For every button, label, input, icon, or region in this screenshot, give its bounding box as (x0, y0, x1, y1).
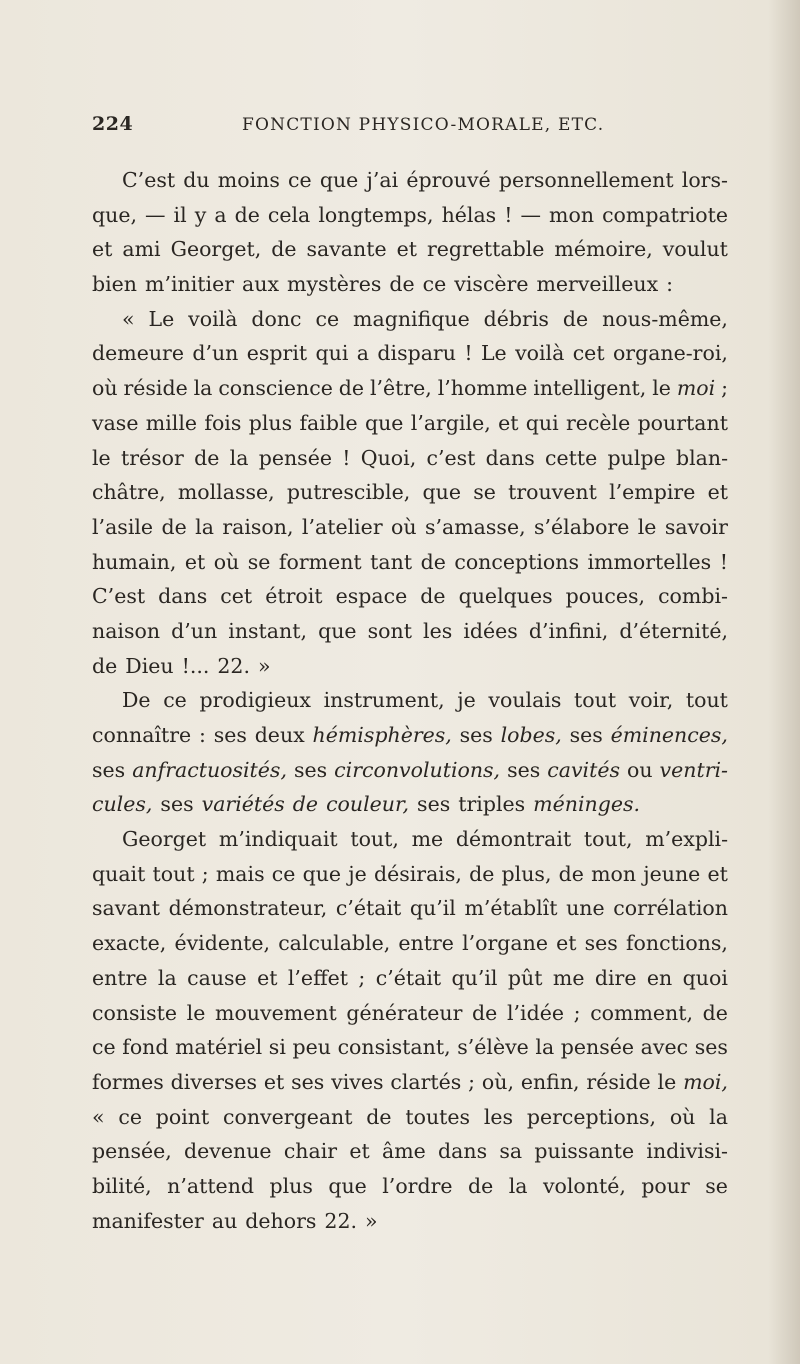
text-line: exacte, évidente, calculable, entre l’organe et ses fonctions, (92, 931, 728, 956)
text-line: de Dieu !... 22. » (92, 653, 271, 678)
text-line: demeure d’un esprit qui a disparu ! Le voilà cet organe-roi, (92, 341, 728, 366)
text-line: bien m’initier aux mystères de ce viscère merveilleux : (92, 272, 674, 297)
page-number: 224 (92, 113, 134, 135)
text-line: savant démonstrateur, c’était qu’il m’établît une corrélation (92, 896, 728, 921)
text-line: naison d’un instant, que sont les idées d’infini, d’éternité, (92, 618, 728, 643)
page-body (92, 163, 728, 1238)
text-line: « Le voilà donc ce magnifique débris de nous-même, (122, 306, 728, 331)
text-line: ce fond matériel si peu consistant, s’élève la pensée avec ses (92, 1035, 728, 1060)
text-line: consiste le mouvement générateur de l’idée ; comment, de (92, 1000, 728, 1025)
text-line: bilité, n’attend plus que l’ordre de la volonté, pour se (92, 1173, 728, 1198)
text-line: De ce prodigieux instrument, je voulais tout voir, tout (122, 688, 728, 713)
text-line: cules, ses variétés de couleur, ses triples méninges. (92, 792, 640, 817)
text-line: Georget m’indiquait tout, me démontrait tout, m’expli- (122, 827, 728, 852)
text-line: ses anfractuosités, ses circonvolutions, ses cavités ou ventri- (92, 757, 728, 782)
text-line: entre la cause et l’effet ; c’était qu’il pût me dire en quoi (92, 965, 728, 990)
text-line: humain, et où se forment tant de conceptions immortelles ! (92, 549, 728, 574)
text-line: C’est dans cet étroit espace de quelques pouces, combi- (92, 584, 728, 609)
text-line: vase mille fois plus faible que l’argile, et qui recèle pourtant (92, 410, 728, 435)
text-line: C’est du moins ce que j’ai éprouvé personnellement lors- (122, 168, 728, 192)
page-header (92, 113, 728, 143)
text-line: le trésor de la pensée ! Quoi, c’est dans cette pulpe blan- (92, 445, 728, 470)
text-line: que, — il y a de cela longtemps, hélas ! — mon compatriote (92, 202, 728, 227)
running-head: FONCTION PHYSICO-MORALE, ETC. (242, 115, 605, 135)
text-line: « ce point convergeant de toutes les perceptions, où la (92, 1104, 728, 1129)
text-line: formes diverses et ses vives clartés ; où, enfin, réside le moi, (92, 1069, 728, 1094)
text-line: et ami Georget, de savante et regrettable mémoire, voulut (92, 237, 728, 262)
text-line: connaître : ses deux hémisphères, ses lobes, ses éminences, (92, 723, 728, 747)
text-line: l’asile de la raison, l’atelier où s’amasse, s’élabore le savoir (92, 514, 728, 539)
text-line: manifester au dehors 22. » (92, 1208, 378, 1233)
text-line: châtre, mollasse, putrescible, que se trouvent l’empire et (92, 480, 728, 505)
text-line: où réside la conscience de l’être, l’homme intelligent, le moi ; (92, 376, 728, 401)
text-line: pensée, devenue chair et âme dans sa puissante indivisi- (92, 1139, 728, 1164)
text-line: quait tout ; mais ce que je désirais, de plus, de mon jeune et (92, 861, 728, 886)
